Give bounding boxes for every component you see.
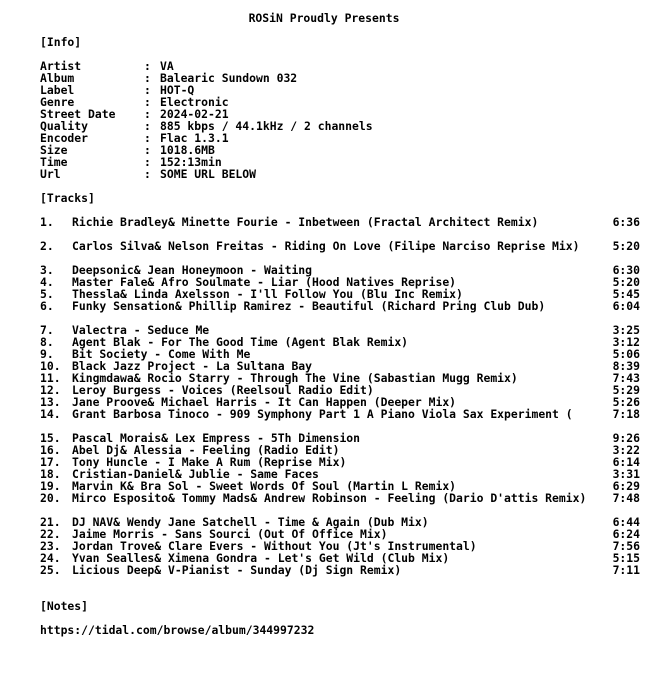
track-number: 9.	[40, 347, 54, 361]
track-title: Yvan Sealles& Ximena Gondra - Let's Get Wild (Club Mix)	[72, 551, 450, 565]
track-number: 1.	[40, 215, 54, 229]
track-duration: 5:26	[612, 395, 640, 409]
track-duration: 6:04	[612, 299, 640, 313]
track-number: 23.	[40, 539, 61, 553]
track-title: Licious Deep& V-Pianist - Sunday (Dj Sign Remix)	[72, 563, 402, 577]
track-row	[40, 492, 640, 516]
info-section-header: [Info]	[40, 35, 82, 49]
info-value: SOME URL BELOW	[160, 167, 257, 181]
track-title: Abel Dj& Alessia - Feeling (Radio Edit)	[72, 443, 340, 457]
track-title: Jaime Morris - Sans Sourci (Out Of Office Mix)	[72, 527, 388, 541]
info-value: VA	[160, 59, 174, 73]
track-duration: 5:15	[612, 551, 640, 565]
track-number: 8.	[40, 335, 54, 349]
track-title: Thessla& Linda Axelsson - I'll Follow You (Blu Inc Remix)	[72, 287, 463, 301]
info-key: Encoder	[40, 131, 89, 145]
track-number: 21.	[40, 515, 61, 529]
track-duration: 3:12	[612, 335, 640, 349]
notes-url: https://tidal.com/browse/album/344997232	[40, 623, 315, 637]
track-title: Cristian-Daniel& Jublie - Same Faces	[72, 467, 319, 481]
track-duration: 5:29	[612, 383, 640, 397]
track-title: Grant Barbosa Tinoco - 909 Symphony Part 1 A Piano Viola Sax Experiment (	[72, 407, 573, 421]
track-title: Jane Proove& Michael Harris - It Can Happen (Deeper Mix)	[72, 395, 457, 409]
info-key: Street Date	[40, 107, 116, 121]
track-number: 24.	[40, 551, 61, 565]
track-row	[40, 216, 640, 240]
track-duration: 3:31	[612, 467, 640, 481]
notes-section-header: [Notes]	[40, 599, 89, 613]
track-duration: 6:36	[612, 215, 640, 229]
track-number: 12.	[40, 383, 61, 397]
track-duration: 9:26	[612, 431, 640, 445]
track-number: 15.	[40, 431, 61, 445]
track-title: Carlos Silva& Nelson Freitas - Riding On Love (Filipe Narciso Reprise Mix)	[72, 239, 580, 253]
info-value: Electronic	[160, 95, 229, 109]
track-duration: 7:48	[612, 491, 640, 505]
track-title: Valectra - Seduce Me	[72, 323, 210, 337]
track-duration: 5:20	[612, 239, 640, 253]
track-duration: 6:30	[612, 263, 640, 277]
info-key: Quality	[40, 119, 89, 133]
info-value: 2024-02-21	[160, 107, 229, 121]
track-title: Tony Huncle - I Make A Rum (Reprise Mix)	[72, 455, 347, 469]
info-value: 152:13min	[160, 155, 222, 169]
track-title: Mirco Esposito& Tommy Mads& Andrew Robinson - Feeling (Dario D'attis Remix)	[72, 491, 587, 505]
track-title: Marvin K& Bra Sol - Sweet Words Of Soul (Martin L Remix)	[72, 479, 457, 493]
info-key: Time	[40, 155, 68, 169]
info-key: Label	[40, 83, 75, 97]
track-title: Bit Society - Come With Me	[72, 347, 251, 361]
track-duration: 3:25	[612, 323, 640, 337]
info-key: Artist	[40, 59, 82, 73]
track-number: 4.	[40, 275, 54, 289]
track-number: 11.	[40, 371, 61, 385]
track-duration: 5:06	[612, 347, 640, 361]
track-title: Funky Sensation& Phillip Ramirez - Beautiful (Richard Pring Club Dub)	[72, 299, 546, 313]
track-duration: 7:56	[612, 539, 640, 553]
track-number: 7.	[40, 323, 54, 337]
info-separator: :	[144, 95, 151, 109]
track-number: 6.	[40, 299, 54, 313]
track-title: Pascal Morais& Lex Empress - 5Th Dimension	[72, 431, 361, 445]
track-duration: 7:11	[612, 563, 640, 577]
track-title: DJ NAV& Wendy Jane Satchell - Time & Again (Dub Mix)	[72, 515, 429, 529]
track-number: 2.	[40, 239, 54, 253]
track-duration: 6:24	[612, 527, 640, 541]
track-title: Richie Bradley& Minette Fourie - Inbetween (Fractal Architect Remix)	[72, 215, 539, 229]
track-title: Kingmdawa& Rocio Starry - Through The Vine (Sabastian Mugg Remix)	[72, 371, 518, 385]
track-title: Jordan Trove& Clare Evers - Without You (Jt's Instrumental)	[72, 539, 477, 553]
track-title: Agent Blak - For The Good Time (Agent Blak Remix)	[72, 335, 409, 349]
tracks-section-header: [Tracks]	[40, 191, 95, 205]
info-value: Flac 1.3.1	[160, 131, 229, 145]
track-duration: 7:43	[612, 371, 640, 385]
track-duration: 6:14	[612, 455, 640, 469]
info-value: 885 kbps / 44.1kHz / 2 channels	[160, 119, 373, 133]
track-title: Deepsonic& Jean Honeymoon - Waiting	[72, 263, 313, 277]
info-separator: :	[144, 143, 151, 157]
info-separator: :	[144, 119, 151, 133]
track-row	[40, 240, 640, 264]
info-value: Balearic Sundown 032	[160, 71, 298, 85]
track-duration: 5:20	[612, 275, 640, 289]
track-duration: 3:22	[612, 443, 640, 457]
info-key: Album	[40, 71, 75, 85]
track-title: Leroy Burgess - Voices (Reelsoul Radio Edit)	[72, 383, 374, 397]
info-separator: :	[144, 167, 151, 181]
track-row	[40, 408, 640, 432]
track-row	[40, 300, 640, 324]
track-number: 10.	[40, 359, 61, 373]
track-number: 20.	[40, 491, 61, 505]
info-key: Url	[40, 167, 61, 181]
info-separator: :	[144, 131, 151, 145]
track-duration: 5:45	[612, 287, 640, 301]
track-number: 14.	[40, 407, 61, 421]
info-separator: :	[144, 59, 151, 73]
track-number: 18.	[40, 467, 61, 481]
info-separator: :	[144, 107, 151, 121]
track-title: Black Jazz Project - La Sultana Bay	[72, 359, 313, 373]
track-duration: 7:18	[612, 407, 640, 421]
track-title: Master Fale& Afro Soulmate - Liar (Hood Natives Reprise)	[72, 275, 457, 289]
track-duration: 6:44	[612, 515, 640, 529]
info-value: HOT-Q	[160, 83, 195, 97]
info-separator: :	[144, 83, 151, 97]
track-number: 16.	[40, 443, 61, 457]
track-number: 25.	[40, 563, 61, 577]
info-separator: :	[144, 71, 151, 85]
info-key: Genre	[40, 95, 75, 109]
track-duration: 6:29	[612, 479, 640, 493]
track-row	[40, 564, 640, 576]
track-number: 19.	[40, 479, 61, 493]
track-number: 3.	[40, 263, 54, 277]
track-number: 17.	[40, 455, 61, 469]
track-number: 5.	[40, 287, 54, 301]
page-title: ROSiN Proudly Presents	[248, 11, 400, 25]
track-number: 13.	[40, 395, 61, 409]
track-duration: 8:39	[612, 359, 640, 373]
info-separator: :	[144, 155, 151, 169]
track-number: 22.	[40, 527, 61, 541]
info-value: 1018.6MB	[160, 143, 215, 157]
info-key: Size	[40, 143, 68, 157]
